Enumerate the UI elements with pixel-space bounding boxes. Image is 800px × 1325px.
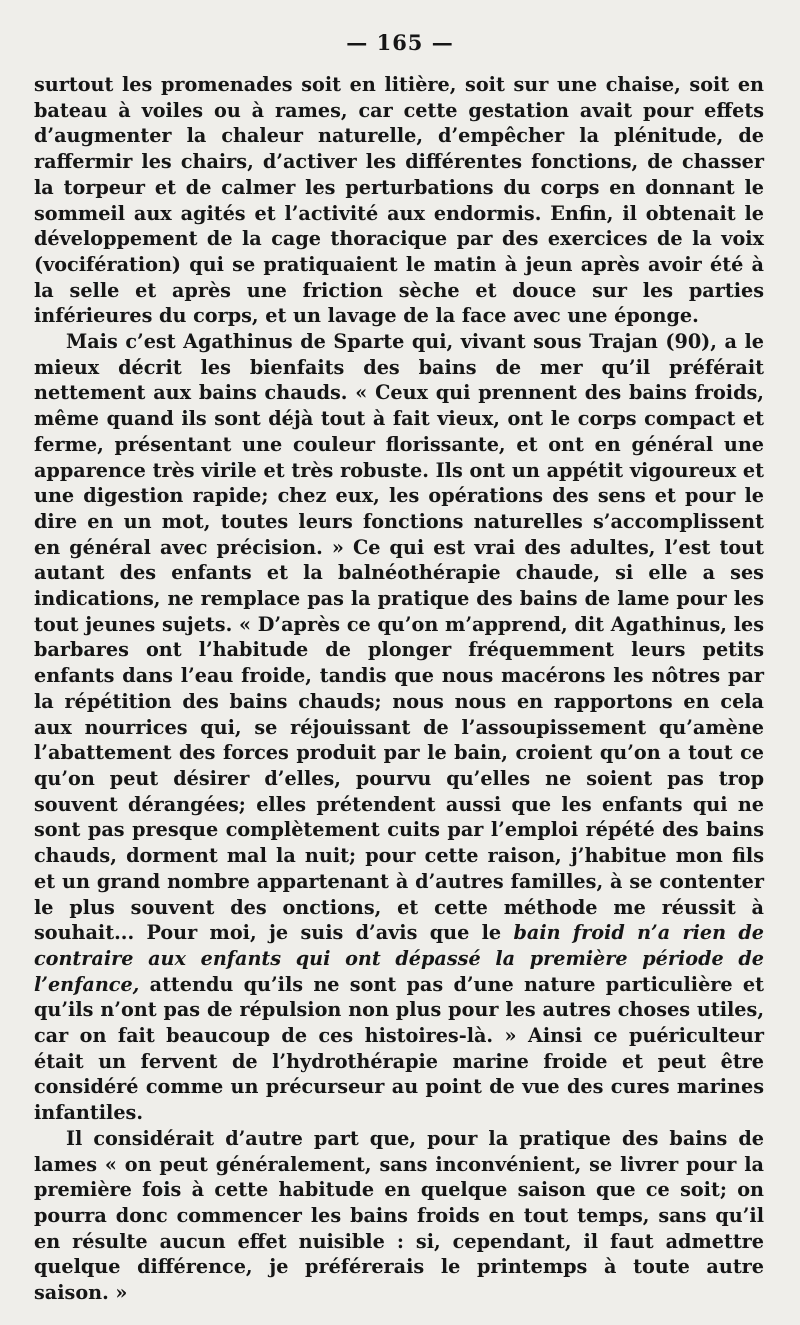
paragraph-2	[34, 329, 764, 1126]
page-number: — 165 —	[346, 30, 454, 55]
paragraph-3: Il considérait d’autre part que, pour la pratique des bains de lames « on peut généralement, sans inconvénient, se livrer pour la première fois à cette habitude en quelque saison que ce soit; on pourra donc commencer les bains froids en tout temps, sans qu’il en résulte aucun effet nuisible : si, cependant, il faut admettre quelque différence, je préférerais le printemps à toute autre saison. »	[34, 1126, 764, 1305]
paragraph-1: surtout les promenades soit en litière, soit sur une chaise, soit en bateau à voiles ou à rames, car cette gestation avait pour effets d’augmenter la chaleur naturelle, d’empêcher la plénitude, de raffermir les chairs, d’activer les différentes fonctions, de chasser la torpeur et de calmer les perturbations du corps en donnant le sommeil aux agités et l’activité aux endormis. Enfin, il obtenait le développement de la cage thoracique par des exercices de la voix (vocifération) qui se pratiquaient le matin à jeun après avoir été à la selle et après une friction sèche et douce sur les parties inférieures du corps, et un lavage de la face avec une éponge.	[34, 73, 764, 328]
paragraph-2-text-before: Mais c’est Agathinus de Sparte qui, vivant sous Trajan (90), a le mieux décrit les bienfaits des bains de mer qu’il préférait nettement aux bains chauds. « Ceux qui prennent des bains froids, même quand ils sont déjà tout à fait vieux, ont le corps compact et ferme, présentant une couleur florissante, et ont en général une apparence très virile et très robuste. Ils ont un appétit vigoureux et une digestion rapide; chez eux, les opérations des sens et pour le dire en un mot, toutes leurs fonctions naturelles s’accomplissent en général avec précision. » Ce qui est vrai des adultes, l’est tout autant des enfants et la balnéothérapie chaude, si elle a ses indications, ne remplace pas la pratique des bains de lame pour les tout jeunes sujets. « D’après ce qu’on m’apprend, dit Agathinus, les barbares ont l’habitude de plonger fréquemment leurs petits enfants dans l’eau froide, tandis que nous macérons les nôtres par la répétition des bains chauds; nous nous en rapportons en cela aux nourrices qui, se réjouissant de l’assoupissement qu’amène l’abattement des forces produit par le bain, croient qu’on a tout ce qu’on peut désirer d’elles, pourvu qu’elles ne soient pas trop souvent dérangées; elles prétendent aussi que les enfants qui ne sont pas presque complètement cuits par l’emploi répété des bains chauds, dorment mal la nuit; pour cette raison, j’habitue mon fils et un grand nombre appartenant à d’autres familles, à se contenter le plus souvent des onctions, et cette méthode me réussit à souhait... Pour moi, je suis d’avis que le	[34, 330, 764, 945]
paragraph-2-italic-text: bain froid n’a rien de contraire aux enfants qui ont dépassé la première période de l’enfance,	[34, 921, 764, 996]
body-text	[34, 72, 764, 1306]
paragraph-2-text-after: attendu qu’ils ne sont pas d’une nature particulière et qu’ils n’ont pas de répulsion non plus pour les autres choses utiles, car on fait beaucoup de ces histoires-là. » Ainsi ce puériculteur était un fervent de l’hydrothérapie marine froide et peut être considéré comme un précurseur au point de vue des cures marines infantiles.	[34, 972, 764, 1125]
